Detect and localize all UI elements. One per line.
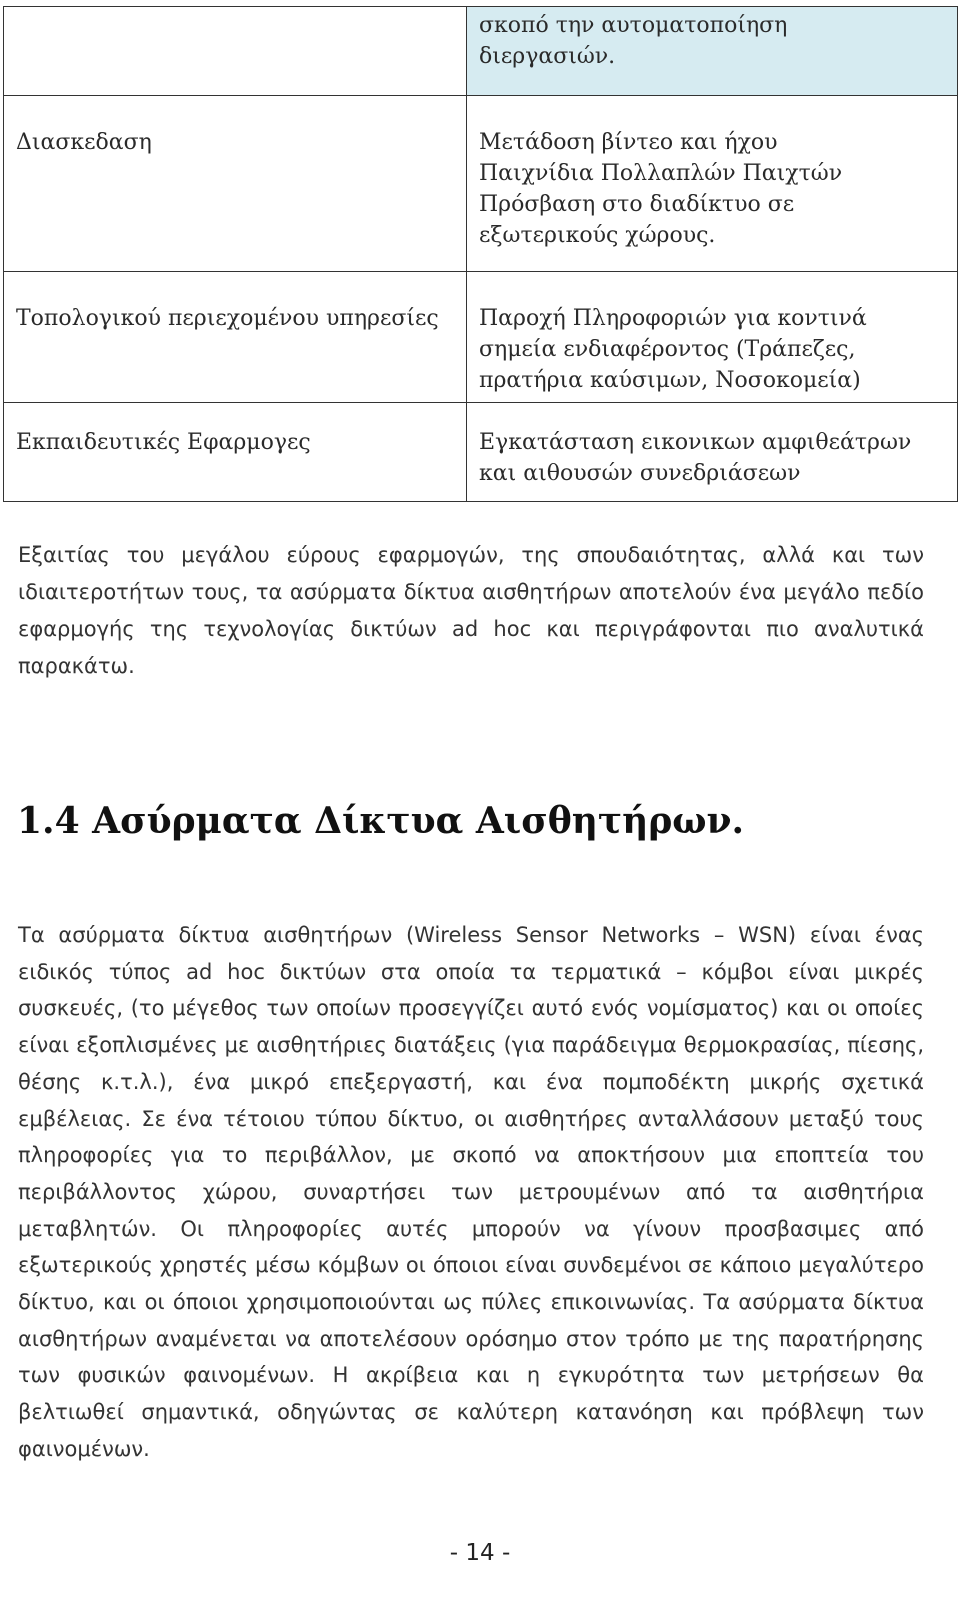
category-cell	[4, 403, 467, 502]
cell-text-line: Παιχνίδια Πολλαπλών Παιχτών	[479, 161, 843, 186]
section-heading: 1.4 Ασύρματα Δίκτυα Αισθητήρων.	[17, 800, 745, 842]
cell-text-line: σημεία ενδιαφέροντος (Τράπεζες,	[479, 337, 856, 362]
cell-text-line: Παροχή Πληροφοριών για κοντινά	[479, 306, 867, 331]
cell-text-line: σκοπό την αυτοματοποίηση	[479, 13, 788, 38]
description-cell	[467, 403, 958, 502]
applications-table-body	[4, 7, 958, 502]
cell-text-line: διεργασιών.	[479, 44, 616, 69]
intro-paragraph: Εξαιτίας του μεγάλου εύρους εφαρμογών, της σπουδαιότητας, αλλά και των ιδιαιτεροτήτων τους, τα ασύρματα δίκτυα αισθητήρων αποτελούν ένα μεγάλο πεδίο εφαρμογής της τεχνολογίας δικτύων ad hoc και περιγράφονται πιο αναλυτικά παρακάτω.	[18, 543, 924, 678]
description-cell	[467, 7, 958, 96]
page-number: - 14 -	[449, 1540, 511, 1566]
table-row	[4, 403, 958, 502]
table-row	[4, 272, 958, 403]
category-cell	[4, 96, 467, 272]
cell-text-line: Εκπαιδευτικές Εφαρμογες	[16, 430, 311, 455]
category-cell	[4, 272, 467, 403]
cell-text-line: Διασκεδαση	[16, 130, 152, 155]
table-row	[4, 7, 958, 96]
cell-text-line: και αιθουσών συνεδριάσεων	[479, 461, 801, 486]
body-paragraph: Τα ασύρματα δίκτυα αισθητήρων (Wireless Sensor Networks – WSN) είναι ένας ειδικός τύπος ad hoc δικτύων στα οποία τα τερματικά – κόμβοι είναι μικρές συσκευές, (το μέγεθος των οποίων προσεγγίζει αυτό ενός νομίσματος) και οι οποίες είναι εξοπλισμένες με αισθητήριες διατάξεις (για παράδειγμα θερμοκρασίας, πίεσης, θέσης κ.τ.λ.), ένα μικρό επεξεργαστή, και ένα πομποδέκτη μικρής σχετικά εμβέλειας. Σε ένα τέτοιου τύπου δίκτυο, οι αισθητήρες ανταλλάσουν μεταξύ τους πληροφορίες για το περιβάλλον, με σκοπό να αποκτήσουν μια εποπτεία του περιβάλλοντος χώρου, συναρτήσει των μετρουμένων από τα αισθητήρια μεταβλητών. Οι πληροφορίες αυτές μπορούν να γίνουν προσβασιμες από εξωτερικούς χρηστές μέσω κόμβων οι όποιοι είναι συνδεμένοι σε κάποιο μεγαλύτερο δίκτυο, και οι όποιοι χρησιμοποιούνται ως πύλες επικοινωνίας. Τα ασύρματα δίκτυα αισθητήρων αναμένεται να αποτελέσουν ορόσημο στον τρόπο με της παρατήρησης των φυσικών φαινομένων. Η ακρίβεια και η εγκυρότητα των μετρήσεων θα βελτιωθεί σημαντικά, οδηγώντας σε καλύτερη κατανόηση και πρόβλεψη των φαινομένων.	[18, 923, 924, 1461]
applications-table	[3, 6, 958, 502]
cell-text-line: Μετάδοση βίντεο και ήχου	[479, 130, 778, 155]
description-cell	[467, 96, 958, 272]
cell-text-line: Εγκατάσταση εικονικων αμφιθεάτρων	[479, 430, 912, 455]
cell-text-line: εξωτερικούς χώρους.	[479, 223, 716, 248]
cell-text-line: πρατήρια καύσιμων, Νοσοκομεία)	[479, 368, 861, 393]
cell-text-line: Πρόσβαση στο διαδίκτυο σε	[479, 192, 795, 217]
cell-text-line: Τοπολογικού περιεχομένου υπηρεσίες	[16, 306, 439, 331]
description-cell	[467, 272, 958, 403]
table-row	[4, 96, 958, 272]
category-cell	[4, 7, 467, 96]
